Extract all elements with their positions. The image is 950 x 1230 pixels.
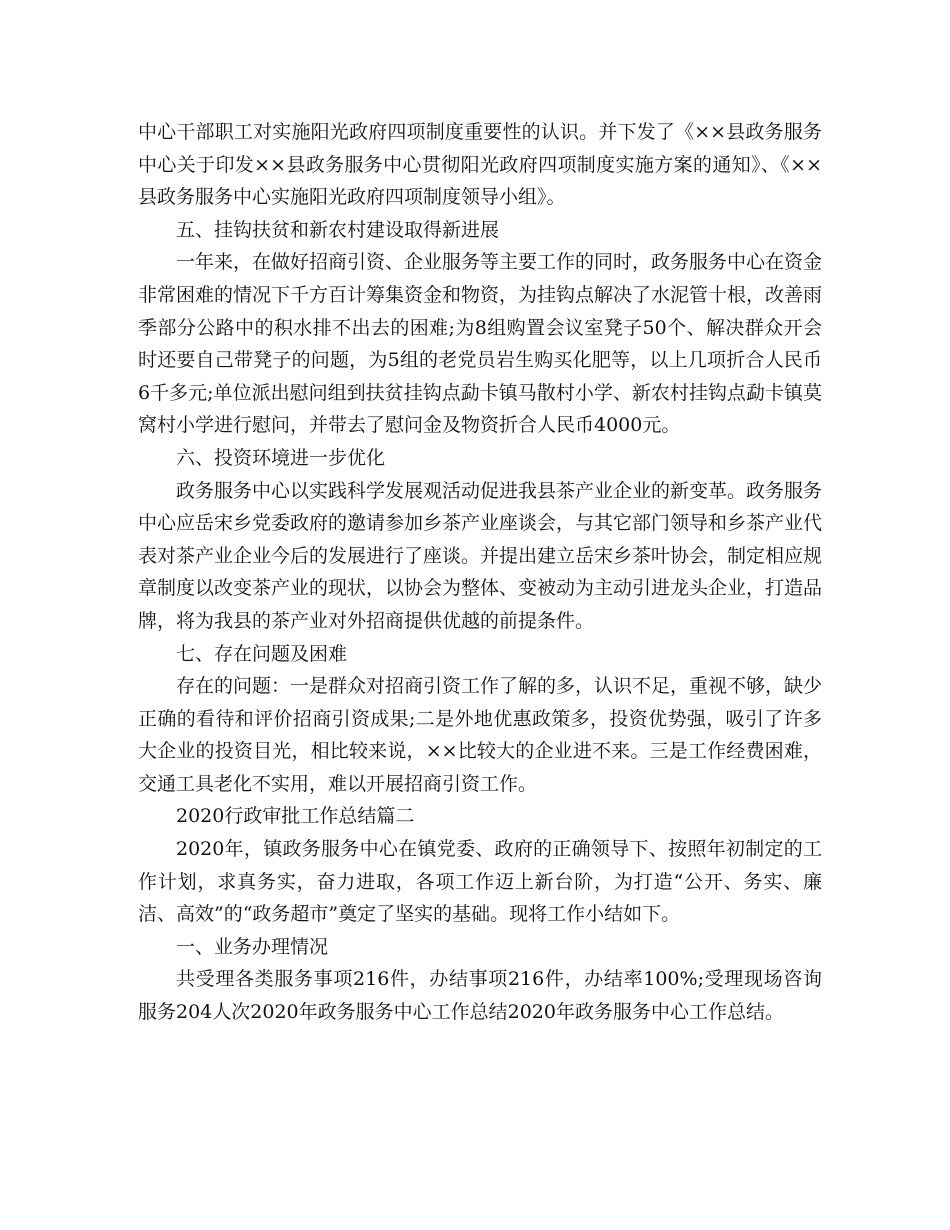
document-body [138, 116, 822, 1029]
paragraph-investment-environment: 政务服务中心以实践科学发展观活动促进我县茶产业企业的新变革。政务服务中心应岳宋乡党委政府的邀请参加乡茶产业座谈会，与其它部门领导和乡茶产业代表对茶产业企业今后的发展进行了座谈。并提出建立岳宋乡茶叶协会，制定相应规章制度以改变茶产业的现状，以协会为整体、变被动为主动引进龙头企业，打造品牌，将为我县的茶产业对外招商提供优越的前提条件。 [138, 479, 823, 632]
article-title-part-two: 2020行政审批工作总结篇二 [176, 805, 415, 828]
paragraph-intro-2020: 2020年，镇政务服务中心在镇党委、政府的正确领导下、按照年初制定的工作计划，求真务实，奋力进取，各项工作迈上新台阶，为打造“公开、务实、廉洁、高效”的“政务超市”奠定了坚实的基础。现将工作小结如下。 [138, 838, 822, 926]
paragraph-poverty-alleviation: 一年来，在做好招商引资、企业服务等主要工作的同时，政务服务中心在资金非常困难的情况下千方百计筹集资金和物资，为挂钩点解决了水泥管十根，改善雨季部分公路中的积水排不出去的困难;为8组购置会议室凳子50个、解决群众开会时还要自己带凳子的问题，为5组的老党员岩生购买化肥等，以上几项折合人民币6千多元;单位派出慰问组到扶贫挂钩点勐卡镇马散村小学、新农村挂钩点勐卡镇莫窝村小学进行慰问，并带去了慰问金及物资折合人民币4000元。 [138, 251, 823, 437]
paragraph-business-stats: 共受理各类服务事项216件，办结事项216件，办结率100%;受理现场咨询服务204人次2020年政务服务中心工作总结2020年政务服务中心工作总结。 [138, 968, 822, 1024]
section-heading-five: 五、挂钩扶贫和新农村建设取得新进展 [176, 218, 500, 241]
section-heading-six: 六、投资环境进一步优化 [176, 446, 386, 469]
paragraph-problems: 存在的问题：一是群众对招商引资工作了解的多，认识不足，重视不够，缺少正确的看待和评价招商引资成果;二是外地优惠政策多，投资优势强，吸引了许多大企业的投资目光，相比较来说，××比较大的企业进不来。三是工作经费困难，交通工具老化不实用，难以开展招商引资工作。 [138, 675, 823, 795]
paragraph-continued: 中心干部职工对实施阳光政府四项制度重要性的认识。并下发了《××县政务服务中心关于印发××县政务服务中心贯彻阳光政府四项制度实施方案的通知》、《××县政务服务中心实施阳光政府四项制度领导小组》。 [138, 121, 822, 209]
section-heading-one: 一、业务办理情况 [176, 935, 329, 958]
section-heading-seven: 七、存在问题及困难 [176, 642, 348, 665]
